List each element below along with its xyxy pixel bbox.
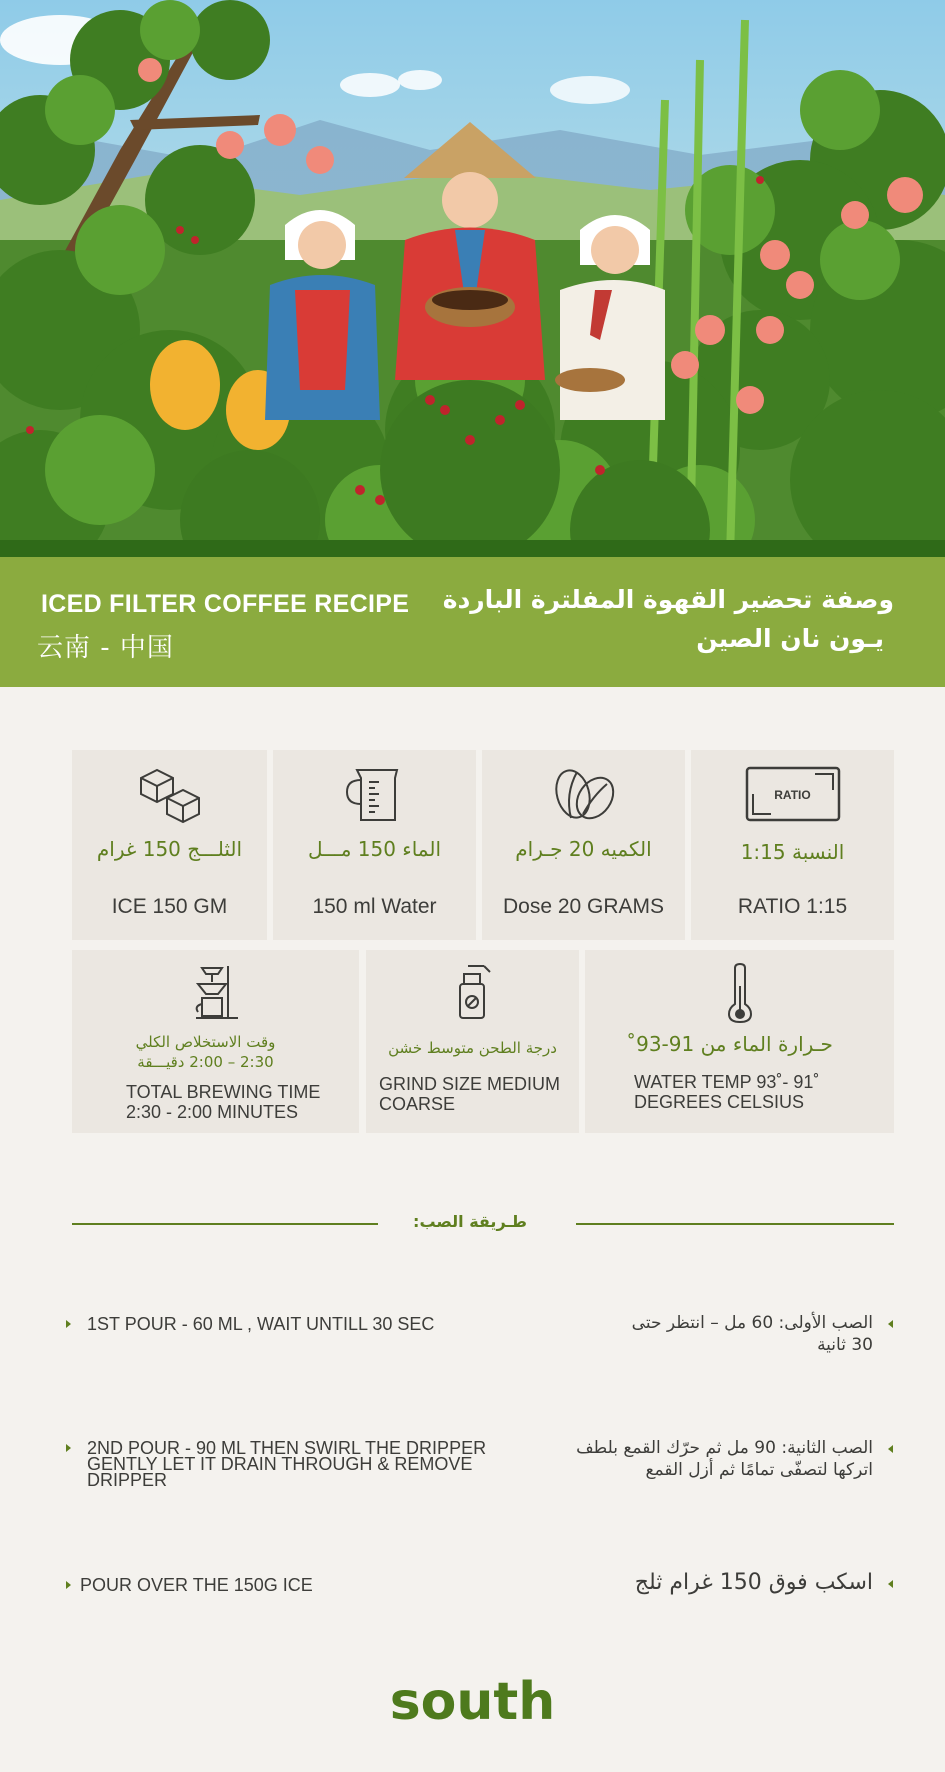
south-logo: south: [389, 1672, 556, 1732]
divider-line-left: [72, 1223, 378, 1225]
spec-brew-time-arabic-2: 2:30 – 2:00 دقيـــقة: [137, 1053, 274, 1071]
spec-ice-english: ICE 150 GM: [111, 895, 228, 918]
spec-ratio-english: RATIO 1:15: [737, 895, 848, 918]
spec-water-temp-english-2: DEGREES CELSIUS: [634, 1092, 805, 1112]
bullet-triangle-icon: [66, 1444, 71, 1452]
bullet-triangle-icon: [66, 1581, 71, 1589]
bullet-triangle-icon: [888, 1320, 893, 1328]
ratio-icon-label: RATIO: [774, 788, 811, 802]
spec-water-arabic: الماء 150 مـــل: [307, 837, 442, 861]
ice-cubes-icon: [72, 764, 267, 826]
step-3-arabic: اسكب فوق 150 غرام ثلج: [635, 1569, 873, 1597]
spec-dose-english: Dose 20 GRAMS: [502, 895, 665, 918]
coffee-grinder-icon: [366, 962, 579, 1022]
step-3-english: POUR OVER THE 150G ICE: [66, 1577, 313, 1593]
spec-ice-arabic: الثلـــج 150 غرام: [96, 837, 243, 861]
spec-card-grind: [366, 950, 579, 1133]
bullet-triangle-icon: [66, 1320, 71, 1328]
spec-grind-english-1: GRIND SIZE MEDIUM: [379, 1074, 561, 1094]
spec-grind-english-2: COARSE: [379, 1094, 456, 1114]
title-arabic: وصفة تحضير القهوة المفلترة الباردة: [442, 585, 894, 614]
spec-brew-time-english-2: 2:30 - 2:00 MINUTES: [126, 1102, 299, 1122]
step-2-english: 2ND POUR - 90 ML THEN SWIRL THE DRIPPER GENTLY LET IT DRAIN THROUGH & REMOVE DRIPPER: [66, 1440, 486, 1488]
bullet-triangle-icon: [888, 1445, 893, 1453]
divider-line-right: [576, 1223, 894, 1225]
coffee-beans-icon: [482, 764, 685, 826]
title-english: ICED FILTER COFFEE RECIPE: [41, 590, 410, 618]
spec-ratio-arabic: النسبة 1:15: [740, 840, 845, 864]
pour-over-brewer-icon: [72, 962, 359, 1022]
subtitle-origin-chinese: 云南 - 中国: [37, 633, 174, 663]
spec-card-water: [273, 750, 476, 940]
spec-water-temp-arabic: حـرارة الماء من 91-93˚: [626, 1032, 833, 1056]
spec-card-brew-time: [72, 950, 359, 1133]
spec-card-dose: [482, 750, 685, 940]
spec-brew-time-english-1: TOTAL BREWING TIME: [126, 1082, 321, 1102]
spec-card-ratio: [691, 750, 894, 940]
spec-grind-arabic: درجة الطحن متوسط خشن: [388, 1039, 557, 1057]
bullet-triangle-icon: [888, 1580, 893, 1588]
thermometer-icon: [585, 962, 894, 1024]
method-title: طـريقة الصب:: [413, 1212, 527, 1231]
spec-card-water-temp: [585, 950, 894, 1133]
step-2-arabic: الصب الثانية: 90 مل ثم حرّك القمع بلطف اتركها لتصفّى تمامًا ثم أزل القمع: [576, 1437, 873, 1481]
title-band: [0, 557, 945, 687]
spec-brew-time-arabic-1: وقت الاستخلاص الكلي: [135, 1033, 276, 1051]
spec-card-ice: [72, 750, 267, 940]
step-1-english: 1ST POUR - 60 ML , WAIT UNTILL 30 SEC: [66, 1316, 434, 1332]
spec-water-temp-english-1: WATER TEMP 93˚- 91˚: [634, 1072, 820, 1092]
spec-dose-arabic: الكميه 20 جـرام: [515, 837, 652, 861]
step-1-arabic: الصب الأولى: 60 مل – انتظر حتى 30 ثانية: [632, 1312, 873, 1356]
subtitle-origin-arabic: يـون نان الصين: [696, 624, 884, 653]
spec-water-english: 150 ml Water: [312, 895, 437, 918]
hero-illustration: [0, 0, 945, 557]
measuring-jug-icon: [273, 764, 476, 826]
